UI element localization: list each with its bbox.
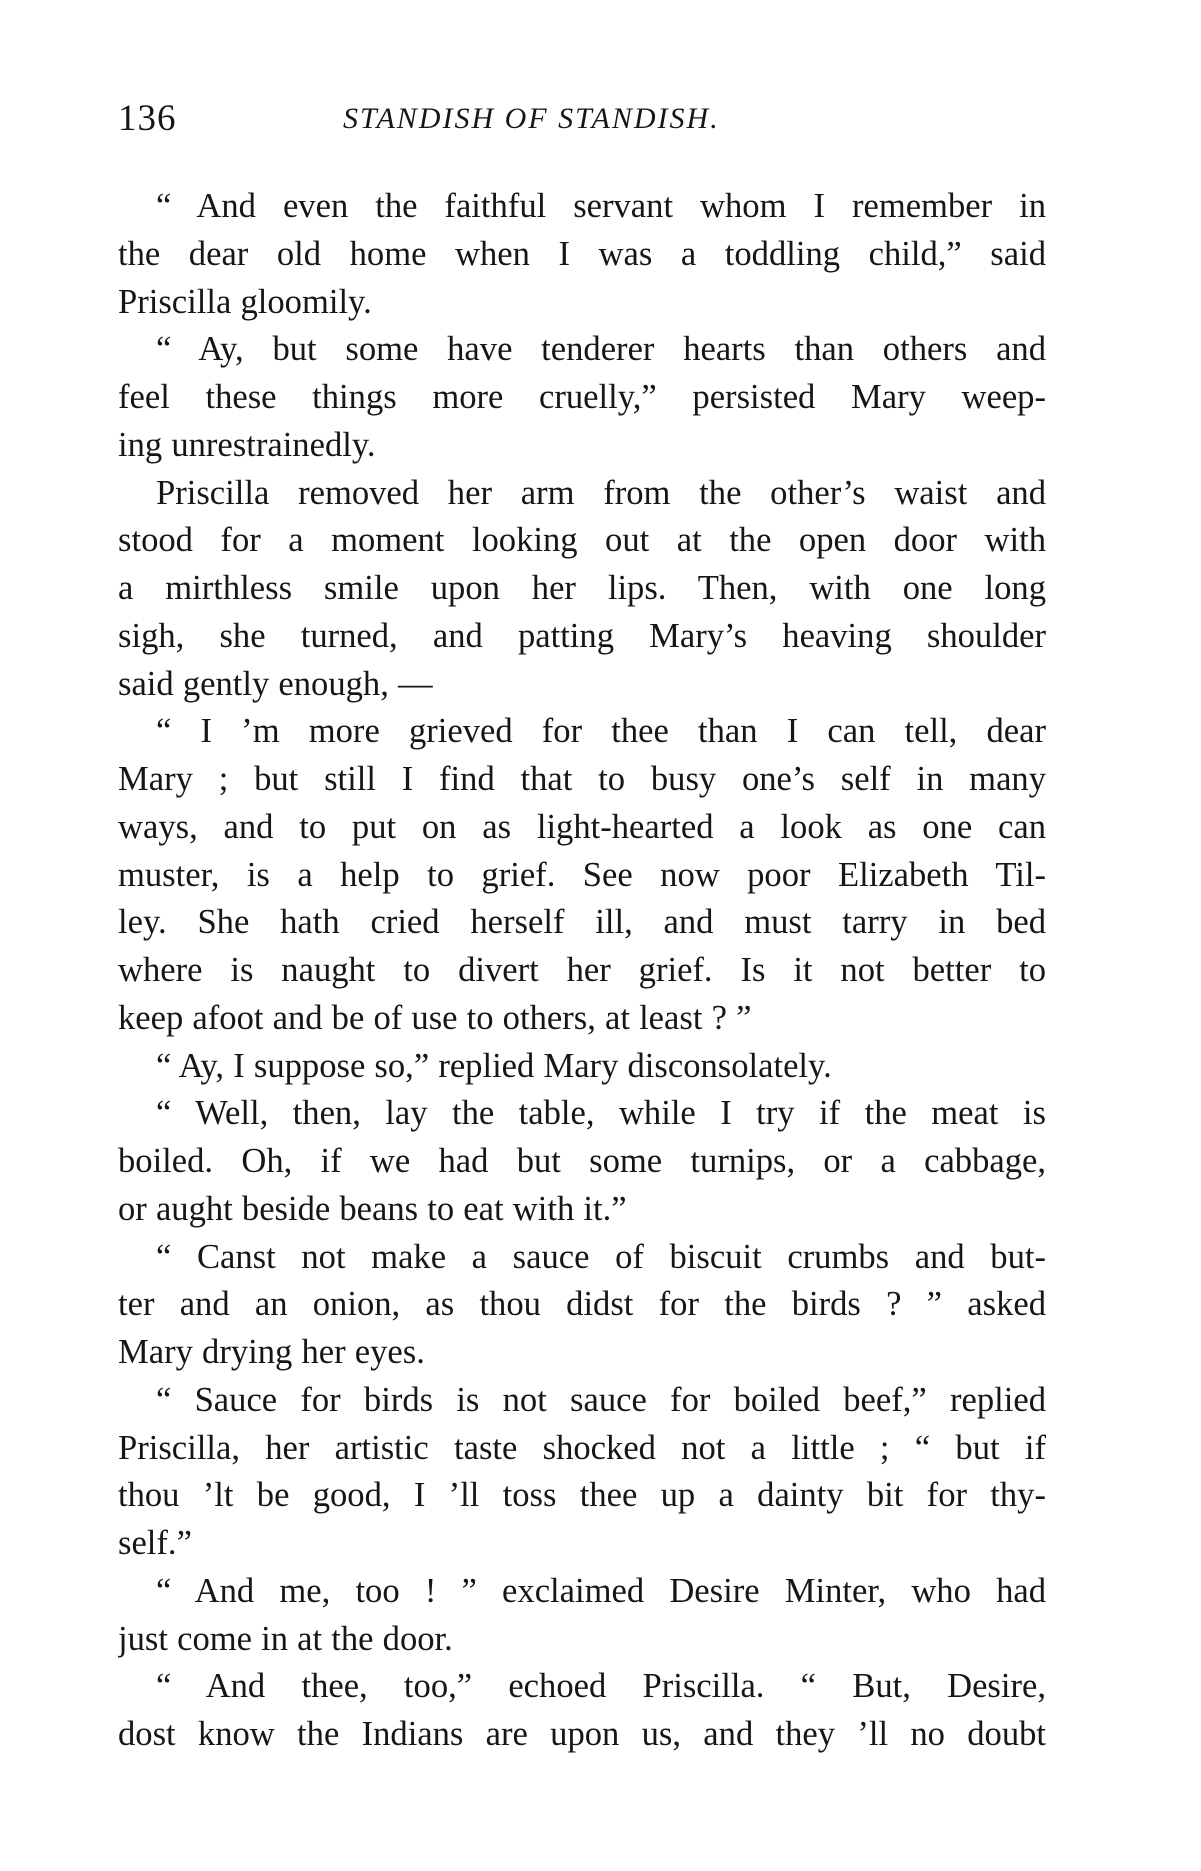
text-line: sigh, she turned, and patting Mary’s heaving shoulder [118, 616, 1046, 655]
body-text [118, 183, 1046, 1759]
text-line: muster, is a help to grief. See now poor Elizabeth Til- [118, 855, 1046, 894]
text-line: “ Well, then, lay the table, while I try if the meat is [156, 1094, 1046, 1133]
text-line: ways, and to put on as light-hearted a look as one can [118, 807, 1046, 846]
text-line: ing unrestrainedly. [118, 425, 376, 464]
text-line: Mary drying her eyes. [118, 1333, 425, 1371]
text-line: the dear old home when I was a toddling child,” said [118, 234, 1046, 273]
text-line: self.” [118, 1524, 192, 1562]
text-line: or aught beside beans to eat with it.” [118, 1189, 627, 1228]
text-line: “ I ’m more grieved for thee than I can tell, dear [156, 712, 1046, 751]
text-line: boiled. Oh, if we had but some turnips, or a cabbage, [118, 1142, 1046, 1180]
running-head [118, 95, 1046, 143]
text-line: where is naught to divert her grief. Is it not better to [118, 951, 1046, 989]
text-line: “ And me, too ! ” exclaimed Desire Minter, who had [156, 1571, 1046, 1610]
text-line: keep afoot and be of use to others, at least ? ” [118, 998, 752, 1037]
text-line: Priscilla, her artistic taste shocked not a little ; “ but if [118, 1428, 1046, 1467]
text-line: “ Sauce for birds is not sauce for boiled beef,” replied [156, 1380, 1046, 1419]
text-line: stood for a moment looking out at the open door with [118, 521, 1046, 560]
text-line: ley. She hath cried herself ill, and must tarry in bed [118, 903, 1046, 942]
text-line: “ And thee, too,” echoed Priscilla. “ But, Desire, [156, 1667, 1046, 1706]
text-line: said gently enough, — [118, 664, 433, 703]
text-line: just come in at the door. [118, 1619, 453, 1658]
text-line: “ Canst not make a sauce of biscuit crumbs and but- [156, 1237, 1046, 1276]
text-line: “ Ay, I suppose so,” replied Mary disconsolately. [156, 1046, 832, 1085]
text-line: “ Ay, but some have tenderer hearts than others and [156, 330, 1046, 369]
text-line: Mary ; but still I find that to busy one’s self in many [118, 760, 1046, 798]
text-line: feel these things more cruelly,” persisted Mary weep- [118, 378, 1046, 416]
text-line: Priscilla removed her arm from the other’s waist and [156, 473, 1046, 512]
text-line: Priscilla gloomily. [118, 282, 372, 321]
text-line: dost know the Indians are upon us, and they ’ll no doubt [118, 1715, 1046, 1753]
running-title: STANDISH OF STANDISH. [343, 102, 720, 135]
text-line: “ And even the faithful servant whom I remember in [156, 187, 1046, 225]
text-line: ter and an onion, as thou didst for the birds ? ” asked [118, 1285, 1046, 1324]
text-line: thou ’lt be good, I ’ll toss thee up a dainty bit for thy- [118, 1476, 1046, 1515]
text-line: a mirthless smile upon her lips. Then, with one long [118, 569, 1046, 607]
page-number: 136 [118, 98, 177, 139]
